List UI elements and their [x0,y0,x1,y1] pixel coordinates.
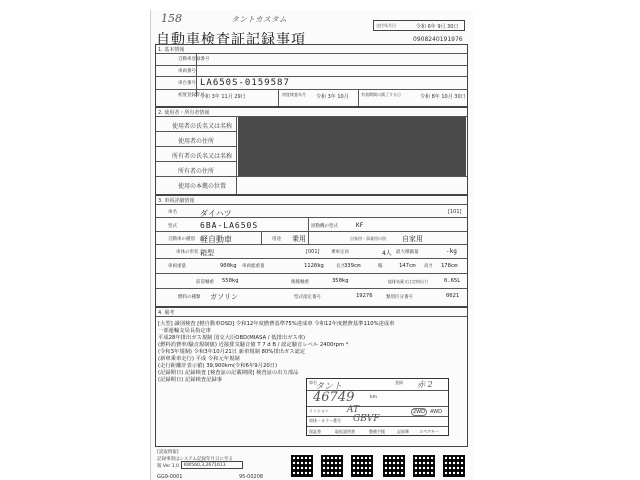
reg-no-label: 自動車登録番号 [178,57,210,62]
model-value: 6BA-LA650S [200,221,259,230]
section1-label: 1. 基本情報 [158,47,185,53]
class-label: 自動車の種別 [168,237,195,242]
card-km-label: km [370,395,377,400]
weight-label: 車両重量 [168,264,186,269]
card-tag-manual: 取扱説明書 [335,429,355,434]
class-no-label: 類別区分番号 [386,295,413,300]
qr-code-2 [321,455,343,477]
maker-value: ダイハツ [200,209,232,218]
card-color-label: 車体・カラー番号 [309,418,341,423]
remark-line: (燃料消費率/騒音規制値) 近接排気騒音値 T 7 d B / 認定騒音レベル 2400rpm * [158,342,349,348]
issue-date-box [373,20,465,31]
body-value: 箱型 [200,249,214,257]
footer-reader-note: 記録事項はシステム記録年月日に至る [157,457,234,462]
first-inspection-value: 令和 3年 10月 [316,94,349,100]
type-no-value: 19276 [356,293,373,299]
width-label: 幅 [378,264,383,269]
capacity-value: 4人 [382,250,392,257]
section-basic-info [155,44,468,107]
card-tag-sparekey: スペアキー [419,429,439,434]
card-mileage-value: 46749 [313,390,355,405]
card-color-value: GBVF [353,414,380,424]
fuel-label: 燃料の種類 [178,295,201,300]
capacity-label: 乗車定員 [331,250,349,255]
card-name-value: タント [315,382,343,392]
purpose-label: 自家用・事業用の別 [350,236,386,241]
card-name-label: 車名 [309,380,317,385]
type-no-label: 型式指定番号 [294,295,321,300]
axle-rear-label: 後後軸重 [291,280,309,285]
remark-line: 一部運輸支局長指定車 [158,328,211,334]
base-location-label: 使用の本拠の位置 [178,183,227,190]
remark-line: (記録期日) 記録検査 [検査証の記載期間] 検査証の出力部品 [158,370,299,376]
user-address-label: 使用者の住所 [178,138,215,145]
card-tag-record: 記録簿 [397,429,409,434]
load-value: -kg [446,248,457,255]
expiry-label: 有効期間の満了する日 [361,92,401,97]
qr-code-4 [383,455,405,477]
gross-value: 1120kg [304,263,324,269]
first-inspection-label: 初度検査年月 [282,92,306,97]
footer-left-code: GG9-0001 [157,474,183,480]
footer-version: 版 Ver 1.0 [157,464,179,469]
displacement-value: 0.65L [444,278,461,284]
load-label: 最大積載量 [396,250,419,255]
axle-front-label: 前前軸重 [196,280,214,285]
first-reg-label: 初度登録年月 [178,93,205,98]
owner-address-label: 所有者の住所 [178,168,215,175]
card-plate-value: 赤 2 [417,380,433,389]
length-label: 長さ [336,264,345,269]
card-tag-warranty: 保証書 [309,429,321,434]
redacted-owner-info [238,117,466,176]
use-label: 用途 [272,237,281,242]
qr-code-3 [351,455,373,477]
length-value: 339cm [344,263,361,269]
qr-code-1 [291,455,313,477]
handwritten-number: 158 [161,12,182,25]
class-no-value: 0021 [446,293,460,299]
height-value: 178cm [441,263,458,269]
footer-code-box [181,461,243,469]
expiry-value: 令和 8年 10月 30日 [420,94,466,100]
document-title: 自動車検査証記録事項 [156,32,306,48]
chassis-value: LA650S-0159587 [200,78,290,88]
displacement-label: 総排気量又は定格出力 [388,279,428,284]
remark-line: (記録期日) 記録検査記録事 [158,377,223,383]
document-id: 0908240191976 [413,36,463,43]
qr-code-6 [443,455,465,477]
issue-date-value: 令和 6年 9月 30日 [416,24,459,30]
remark-line: [大型] 識別検査 [軽自動車OSD] 令和12年度燃費基準75%達成車 令和12年度燃費基準110%達成車 [158,321,395,327]
axle-front-value: 550kg [222,278,239,284]
fuel-value: ガソリン [210,293,238,301]
class-value: 軽自動車 [200,235,232,244]
section-owner-info [155,107,468,195]
engine-label: 原動機の型式 [311,224,338,229]
card-tag-notebook: 整備手帳 [369,429,385,434]
footer-code-value: KW560,3,2671613 [184,463,226,468]
vehicle-inspection-record-document [150,10,473,480]
user-name-label: 使用者の氏名又は名称 [172,123,233,130]
purpose-value: 自家用 [402,235,423,243]
body-code: [001] [306,249,320,255]
card-2wd-tag: 2WD [413,409,425,415]
remark-line: 平成28年排出ガス規制 国交大臣OBD(MIASA / 低排出ガス車) [158,335,306,341]
axle-rear-value: 350kg [332,278,349,284]
qr-code-5 [413,455,435,477]
weight-value: 900kg [220,263,237,269]
chassis-label: 車台番号 [178,81,196,86]
height-label: 高さ [424,264,433,269]
body-label: 車体の形状 [176,250,199,255]
owner-name-label: 所有者の氏名又は名称 [172,153,233,160]
gross-label: 車両総重量 [242,264,265,269]
card-plate-label: 登録 [395,380,403,385]
maker-code: [101] [448,209,462,215]
section2-label: 2. 使用者・所有者情報 [158,110,210,116]
section3-label: 3. 車両詳細情報 [158,198,195,204]
width-value: 147cm [399,263,416,269]
footer-reader-label: [読取情報] [157,450,179,455]
card-4wd-tag: 4WD [430,409,442,415]
engine-value: KF [356,222,364,229]
first-reg-value: 令和 3年 11月 29日 [200,94,246,100]
card-mission-value: AT [347,405,360,415]
serial-label: 車両番号 [178,69,196,74]
handwritten-car-name: タントカスタム [231,15,287,24]
maker-label: 車名 [168,210,177,215]
section-vehicle-details [155,195,468,307]
issue-date-label: 交付年月日 [376,23,396,28]
footer-right-code: 95-00208 [239,474,264,480]
model-label: 型式 [168,224,177,229]
remark-line: (走行距離計表示値) 39,900km(令和6年9月20日) [158,363,278,369]
card-mission-label: ミッション [309,408,329,413]
section4-label: 4. 備考 [158,310,175,316]
remark-line: (令和3年規制) 令和3年10月21日 新車規制 80%排出ガス認定 [158,349,306,355]
remark-line: (新車乗車走行) 平成 令和元年規制 [158,356,240,362]
use-value: 乗用 [292,235,306,243]
vehicle-sticker-card [306,378,449,436]
